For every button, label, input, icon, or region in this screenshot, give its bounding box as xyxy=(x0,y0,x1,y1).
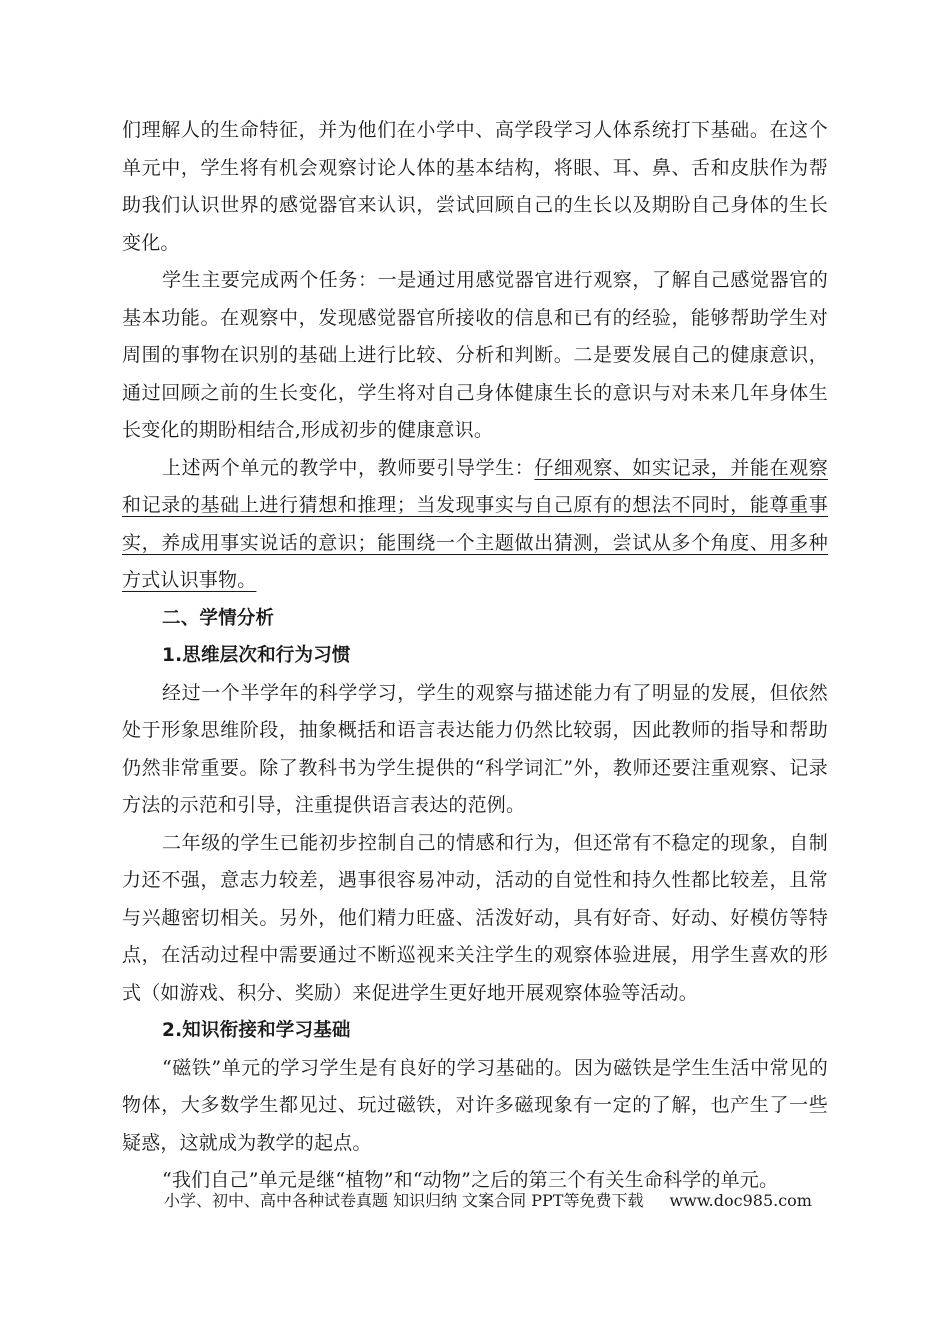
guidance-underlined-text: 仔细观察、如实记录，并能在观察和记录的基础上进行猜想和推理；当发现事实与自己原有的想法不同时，能尊重事实，养成用事实说话的意识；能围绕一个主题做出猜测，尝试从多个角度、用多种方式认识事物。 xyxy=(122,456,828,591)
page-footer xyxy=(164,1189,824,1213)
paragraph-intro-continued: 们理解人的生命特征，并为他们在小学中、高学段学习人体系统打下基础。在这个单元中，学生将有机会观察讨论人体的基本结构，将眼、耳、鼻、舌和皮肤作为帮助我们认识世界的感觉器官来认识，尝试回顾自己的生长以及期盼自己身体的生长变化。 xyxy=(122,119,828,254)
paragraph-ourselves-unit: “我们自己”单元是继“植物”和“动物”之后的第三个有关生命科学的单元。 xyxy=(162,1169,779,1191)
footer-site-link[interactable]: www.doc985.com xyxy=(669,1191,812,1210)
guidance-lead-text: 上述两个单元的教学中，教师要引导学生： xyxy=(162,456,535,479)
paragraph-student-tasks: 学生主要完成两个任务：一是通过用感觉器官进行观察，了解自己感觉器官的基本功能。在观察中，发现感觉器官所接收的信息和已有的经验，能够帮助学生对周围的事物在识别的基础上进行比较、分析和判断。二是要发展自己的健康意识，通过回顾之前的生长变化，学生将对自己身体健康生长的意识与对未来几年身体生长变化的期盼相结合,形成初步的健康意识。 xyxy=(122,269,828,441)
paragraph-emotion-behavior: 二年级的学生已能初步控制自己的情感和行为，但还常有不稳定的现象，自制力还不强，意志力较差，遇事很容易冲动，活动的自觉性和持久性都比较差，且常与兴趣密切相关。另外，他们精力旺盛、活泼好动，具有好奇、好动、好模仿等特点，在活动过程中需要通过不断巡视来关注学生的观察体验进展，用学生喜欢的形式（如游戏、积分、奖励）来促进学生更好地开展观察体验等活动。 xyxy=(122,831,828,1004)
subheading-knowledge-foundation: 2.知识衔接和学习基础 xyxy=(162,1020,351,1041)
footer-text: 小学、初中、高中各种试卷真题 知识归纳 文案合同 PPT等免费下载 xyxy=(164,1191,644,1210)
paragraph-teaching-guidance xyxy=(122,450,828,600)
paragraph-magnet-unit: “磁铁”单元的学习学生是有良好的学习基础的。因为磁铁是学生生活中常见的物体，大多数学生都见过、玩过磁铁，对许多磁现象有一定的了解，也产生了一些疑惑，这就成为教学的起点。 xyxy=(122,1056,828,1154)
subheading-thinking-habits: 1.思维层次和行为习惯 xyxy=(162,645,351,666)
section-heading-learner-analysis: 二、学情分析 xyxy=(162,607,275,629)
document-body xyxy=(122,112,828,1200)
paragraph-observation-ability: 经过一个半学年的科学学习，学生的观察与描述能力有了明显的发展，但依然处于形象思维阶段，抽象概括和语言表达能力仍然比较弱，因此教师的指导和帮助仍然非常重要。除了教科书为学生提供的“科学词汇”外，教师还要注重观察、记录方法的示范和引导，注重提供语言表达的范例。 xyxy=(122,681,828,816)
